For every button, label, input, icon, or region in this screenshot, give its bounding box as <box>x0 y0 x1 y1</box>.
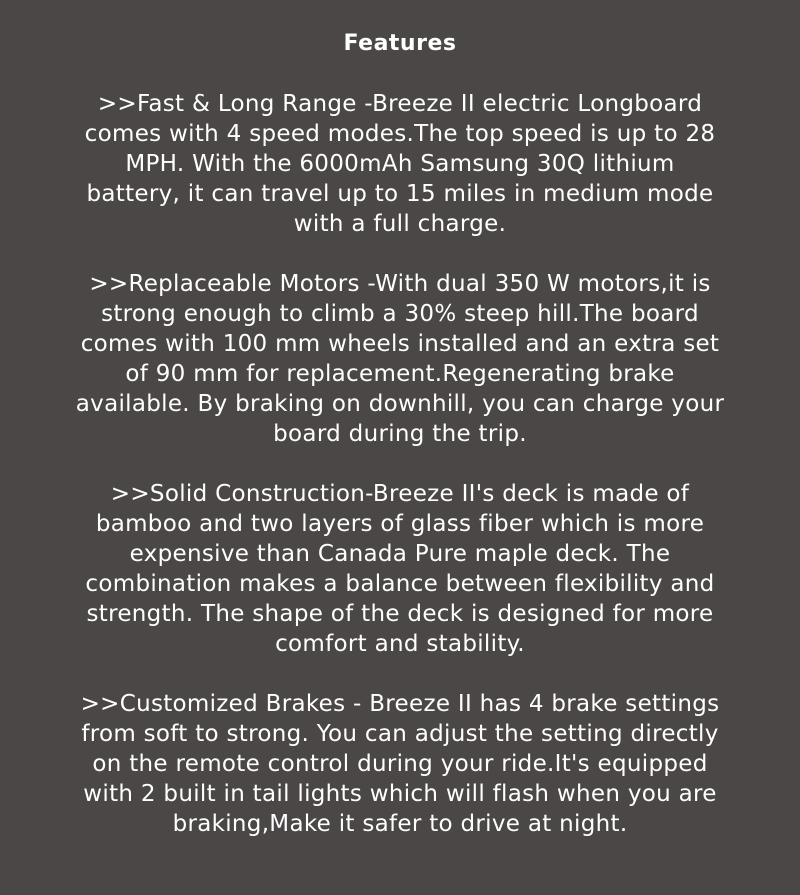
feature-text-line: comfort and stability. <box>275 631 525 657</box>
feature-text-line: expensive than Canada Pure maple deck. The <box>129 541 671 567</box>
feature-text-line: with 2 built in tail lights which will flash when you are <box>83 781 717 807</box>
feature-text-line: >>Solid Construction-Breeze II's deck is made of <box>110 481 690 507</box>
feature-customized-brakes <box>55 689 745 839</box>
feature-text-line: with a full charge. <box>293 211 507 237</box>
feature-text-line: comes with 100 mm wheels installed and an extra set <box>80 331 720 357</box>
feature-fast-long-range <box>55 89 745 239</box>
feature-text-line: battery, it can travel up to 15 miles in medium mode <box>86 181 714 207</box>
feature-text-line: MPH. With the 6000mAh Samsung 30Q lithium <box>125 151 675 177</box>
feature-text-line: >>Replaceable Motors -With dual 350 W motors,it is <box>89 271 711 297</box>
feature-text-line: available. By braking on downhill, you can charge your <box>75 391 725 417</box>
feature-text-line: strong enough to climb a 30% steep hill.The board <box>101 301 699 327</box>
feature-text-line: >>Customized Brakes - Breeze II has 4 brake settings <box>80 691 720 717</box>
feature-text-line: strength. The shape of the deck is designed for more <box>86 601 714 627</box>
feature-replaceable-motors <box>55 269 745 449</box>
feature-text-line: bamboo and two layers of glass fiber which is more <box>95 511 705 537</box>
feature-text-line: from soft to strong. You can adjust the setting directly <box>81 721 719 747</box>
feature-text-line: of 90 mm for replacement.Regenerating brake <box>125 361 675 387</box>
feature-text-line: >>Fast & Long Range -Breeze II electric Longboard <box>97 91 703 117</box>
feature-text-line: braking,Make it safer to drive at night. <box>172 811 628 837</box>
feature-text-line: board during the trip. <box>273 421 527 447</box>
feature-solid-construction <box>55 479 745 659</box>
page-title: Features <box>343 31 457 56</box>
feature-text-line: on the remote control during your ride.It's equipped <box>92 751 708 777</box>
feature-text-line: combination makes a balance between flexibility and <box>85 571 715 597</box>
feature-text-line: comes with 4 speed modes.The top speed is up to 28 <box>84 121 716 147</box>
